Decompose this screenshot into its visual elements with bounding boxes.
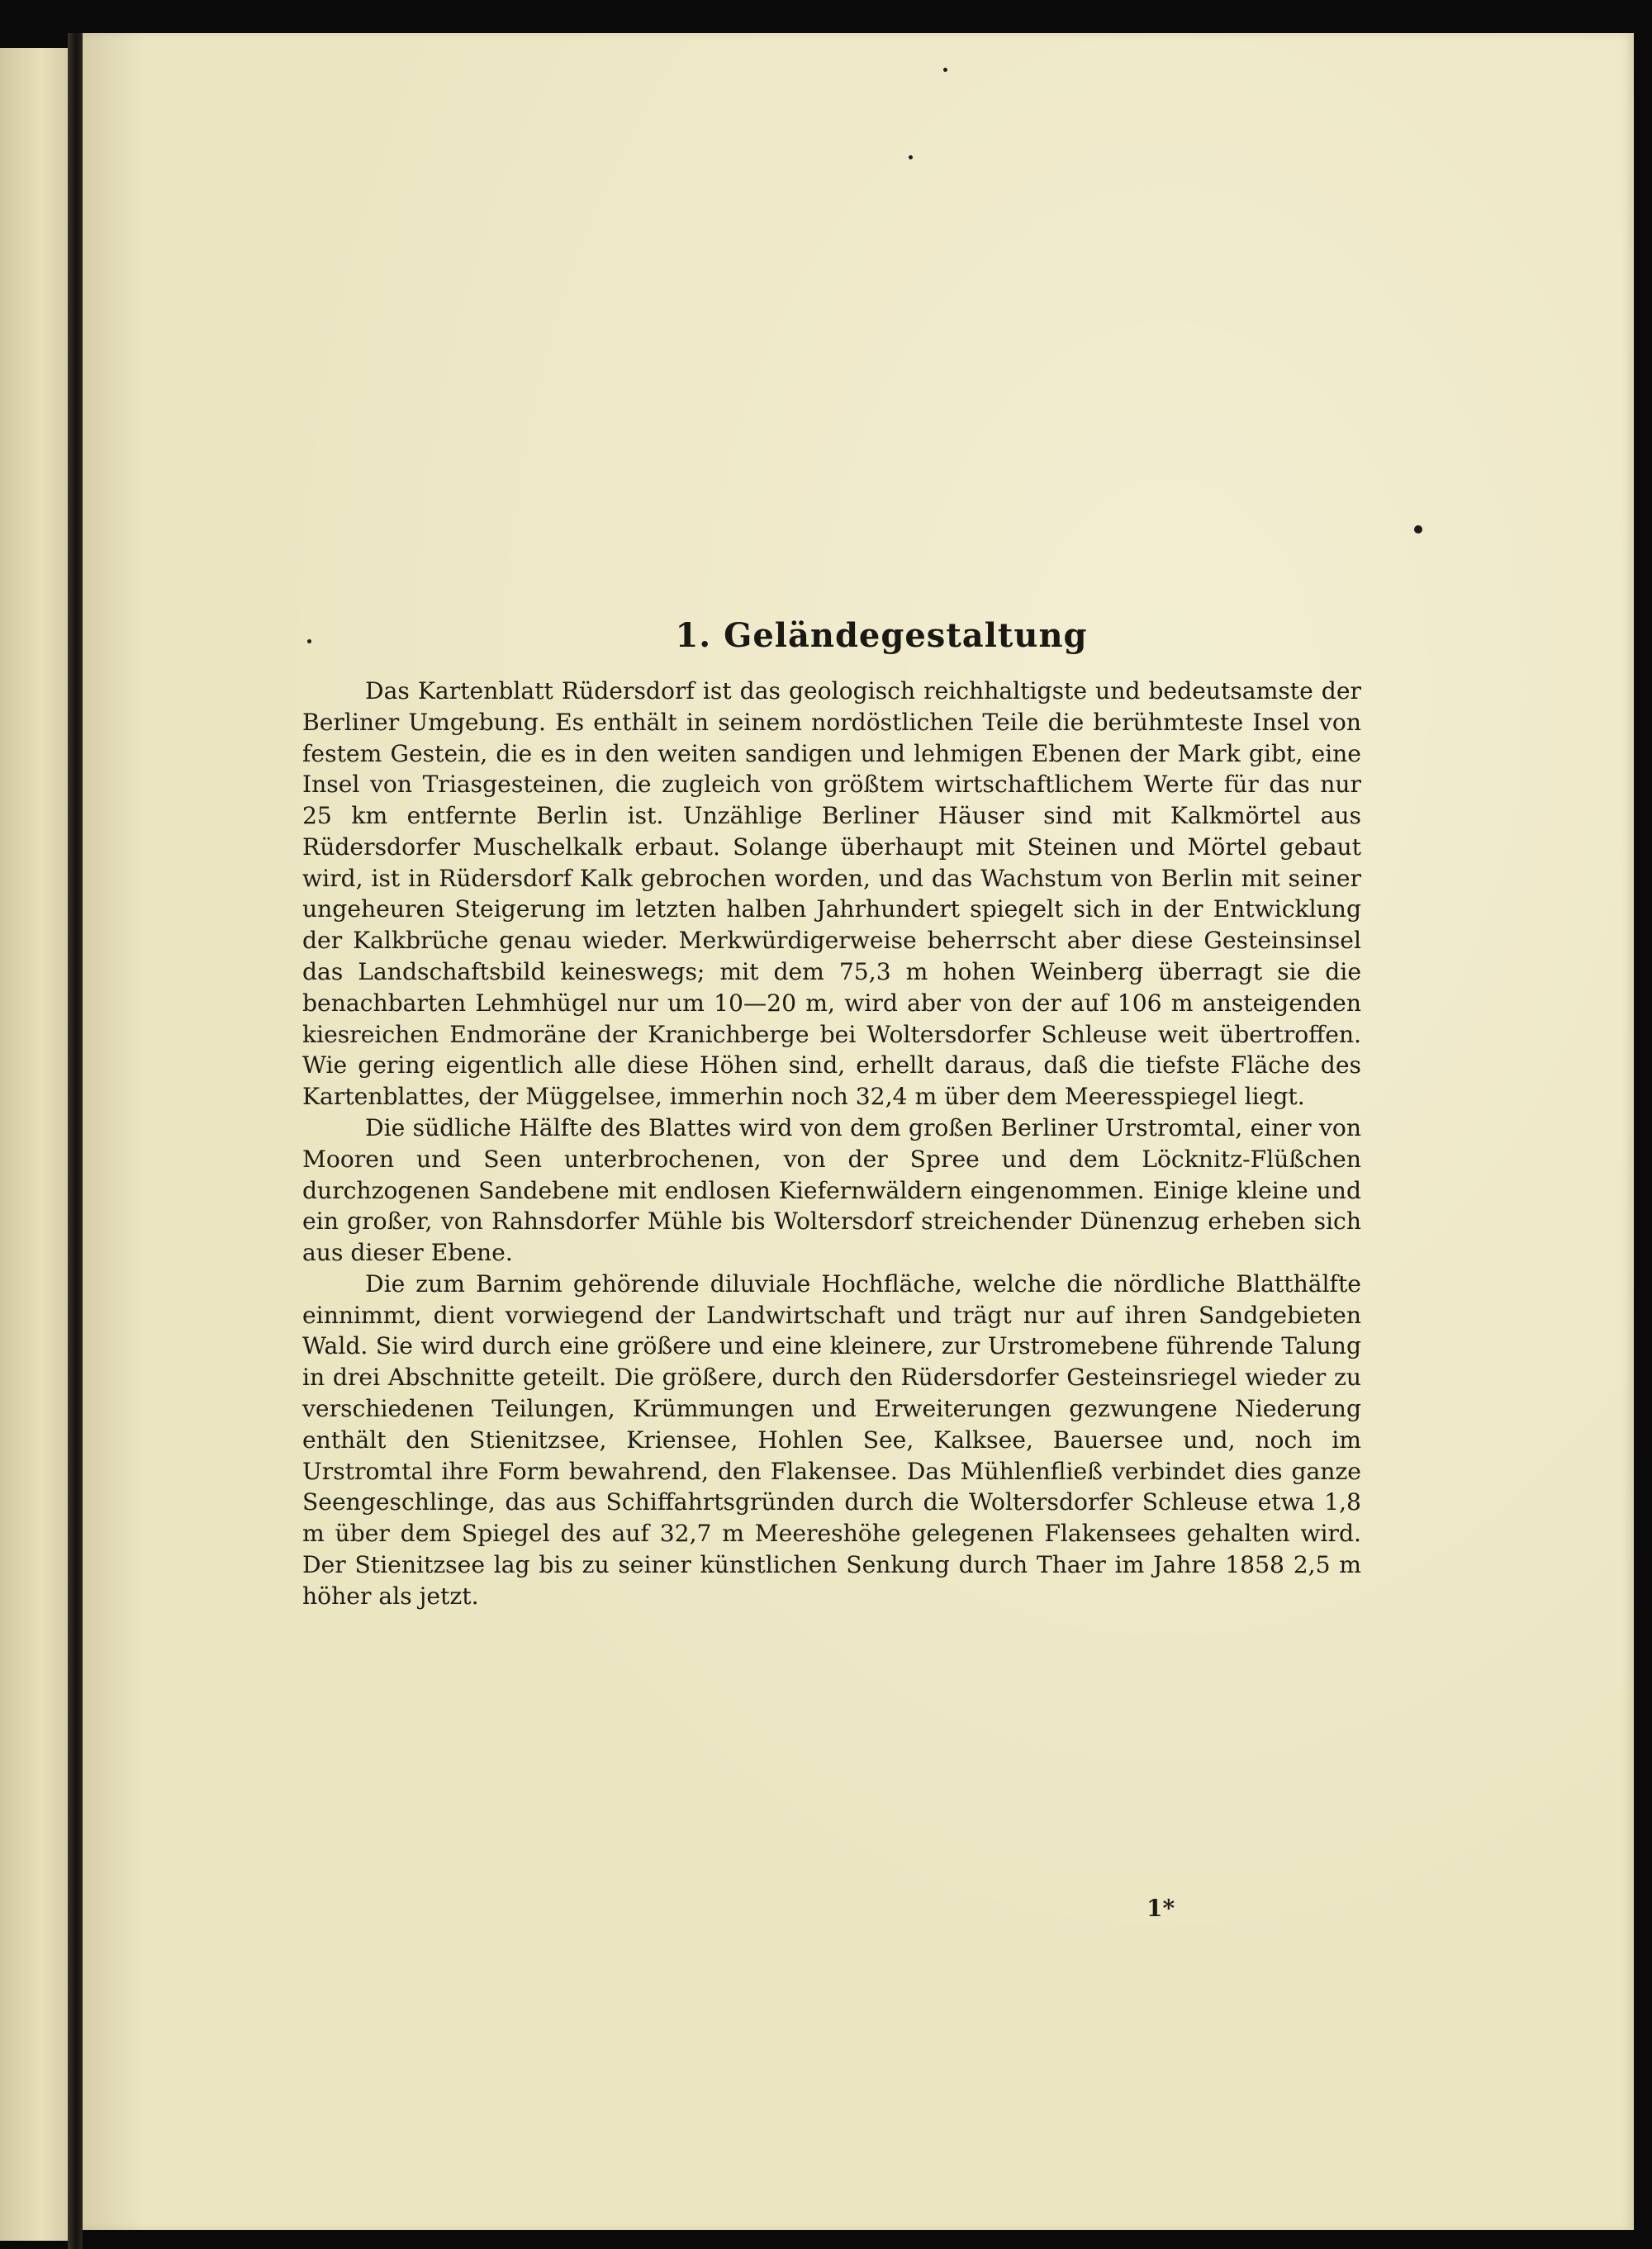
speck — [909, 155, 913, 159]
signature-mark: 1* — [1146, 1895, 1175, 1922]
speck — [943, 68, 947, 72]
paragraph-2: Die südliche Hälfte des Blattes wird von dem großen Berliner Urstromtal, einer von Mooren und Seen unterbrochenen, von der Spree und dem Löcknitz-Flüßchen durchzogenen Sandebene mit endlosen Kiefernwäldern eingenommen. Einige kleine und ein großer, von Rahnsdorfer Mühle bis Woltersdorf streichender Dünenzug erheben sich aus dieser Ebene. — [302, 1113, 1361, 1267]
text-column — [302, 614, 1361, 1611]
section-heading: 1. Geländegestaltung — [675, 616, 1088, 655]
paragraph-1: Das Kartenblatt Rüdersdorf ist das geologisch reichhaltigste und bedeutsamste der Berliner Umgebung. Es enthält in seinem nordöstlichen Teile die berühmteste Insel von festem Gestein, die es in den weiten sandigen und lehmigen Ebenen der Mark gibt, eine Insel von Triasgesteinen, die zugleich von größtem wirtschaftlichem Werte für das nur 25 km entfernte Berlin ist. Unzählige Berliner Häuser sind mit Kalkmörtel aus Rüdersdorfer Muschelkalk erbaut. Solange überhaupt mit Steinen und Mörtel gebaut wird, ist in Rüdersdorf Kalk gebrochen worden, und das Wachstum von Berlin mit seiner ungeheuren Steigerung im letzten halben Jahrhundert spiegelt sich in der Entwicklung der Kalkbrüche genau wieder. Merkwürdigerweise beherrscht aber diese Gesteinsinsel das Landschaftsbild keineswegs; mit dem 75,3 m hohen Weinberg überragt sie die benachbarten Lehmhügel nur um 10—20 m, wird aber von der auf 106 m ansteigenden kiesreichen Endmoräne der Kranichberge bei Woltersdorfer Schleuse weit übertroffen. Wie gering eigentlich alle diese Höhen sind, erhellt daraus, daß die tiefste Fläche des Kartenblattes, der Müggelsee, immerhin noch 32,4 m über dem Meeresspiegel liegt. — [302, 677, 1361, 1111]
book-page — [83, 33, 1634, 2230]
paragraph-3: Die zum Barnim gehörende diluviale Hochfläche, welche die nördliche Blatthälfte einnimmt, dient vorwiegend der Landwirtschaft und trägt nur auf ihren Sandgebieten Wald. Sie wird durch eine größere und eine kleinere, zur Urstromebene führende Talung in drei Abschnitte geteilt. Die größere, durch den Rüdersdorfer Gesteinsriegel wieder zu verschiedenen Teilungen, Krümmungen und Erweiterungen gezwungene Niederung enthält den Stienitzsee, Kriensee, Hohlen See, Kalksee, Bauersee und, noch im Urstromtal ihre Form bewahrend, den Flakensee. Das Mühlenfließ verbindet dies ganze Seengeschlinge, das aus Schiffahrtsgründen durch die Woltersdorfer Schleuse etwa 1,8 m über dem Spiegel des auf 32,7 m Meereshöhe gelegenen Flakensees gehalten wird. Der Stienitzsee lag bis zu seiner künstlichen Senkung durch Thaer im Jahre 1858 2,5 m höher als jetzt. — [302, 1269, 1361, 1610]
facing-page-edge — [0, 48, 68, 2241]
speck — [1414, 525, 1422, 534]
book-gutter — [68, 33, 83, 2249]
